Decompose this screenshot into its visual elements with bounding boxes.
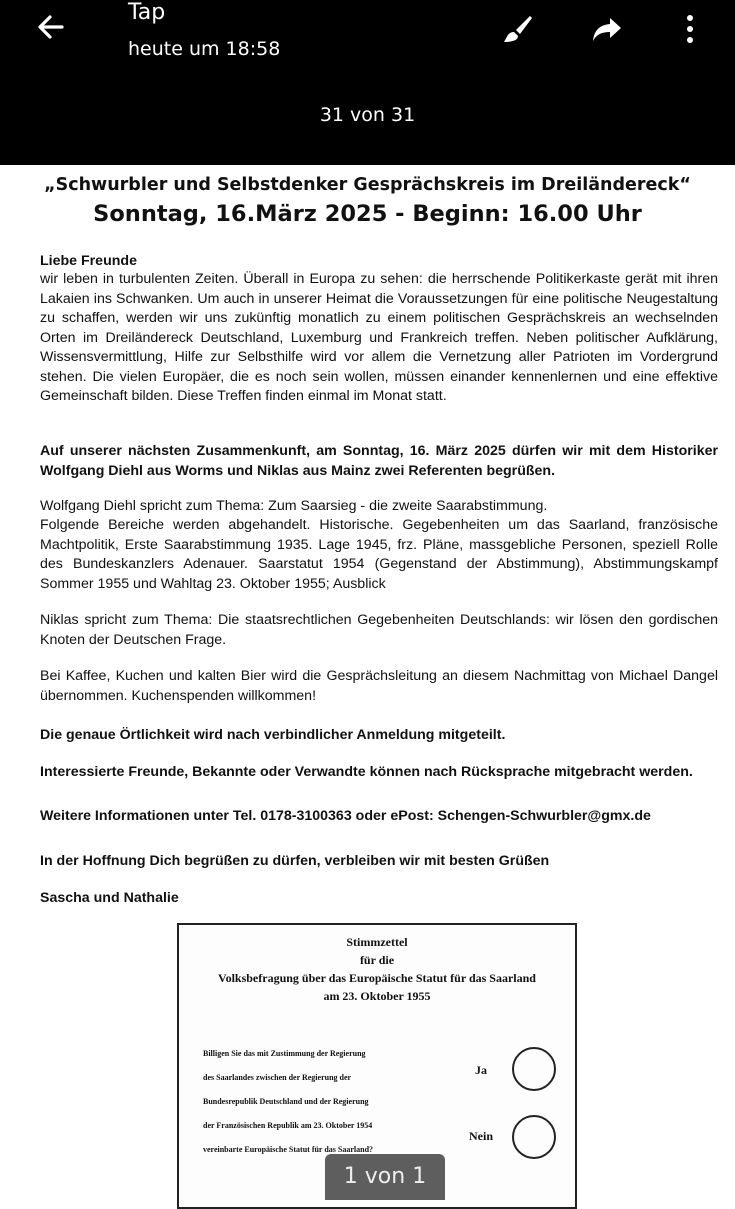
ballot-no-circle — [512, 1115, 556, 1159]
announcement: Auf unserer nächsten Zusammenkunft, am Sonntag, 16. März 2025 dürfen wir mit dem Historiker Wolfgang Diehl aus Worms und Niklas aus Mainz zwei Referenten begrüßen. — [40, 443, 718, 479]
ballot-question-line: der Französischen Republik am 23. Oktober 1954 — [203, 1121, 373, 1130]
ballot-yes-label: Ja — [475, 1063, 487, 1077]
brush-icon[interactable] — [500, 12, 534, 46]
ballot-yes-circle — [512, 1047, 556, 1091]
coffee-paragraph: Bei Kaffee, Kuchen und kalten Bier wird die Gesprächsleitung an diesem Nachmittag von Michael Dangel übernommen. Kuchenspenden willkommen! — [40, 668, 718, 704]
ballot-line1: Stimmzettel — [346, 935, 408, 949]
ballot-line2: für die — [359, 953, 395, 967]
closing: In der Hoffnung Dich begrüßen zu dürfen, verbleiben wir mit besten Grüßen — [40, 853, 550, 869]
back-arrow-icon[interactable] — [34, 10, 68, 44]
document-image — [0, 165, 735, 1200]
document-date: Sonntag, 16.März 2025 - Beginn: 16.00 Uhr — [93, 201, 642, 227]
timestamp: heute um 18:58 — [128, 38, 281, 60]
sender-name: Tap — [128, 0, 166, 25]
ballot-question-line: Bundesrepublik Deutschland und der Regierung — [203, 1097, 369, 1106]
contact-info: Weitere Informationen unter Tel. 0178-3100363 oder ePost: Schengen-Schwurbler@gmx.de — [40, 808, 651, 824]
image-counter: 31 von 31 — [319, 104, 416, 126]
location-note: Die genaue Örtlichkeit wird nach verbindlicher Anmeldung mitgeteilt. — [40, 727, 506, 743]
ballot-line3: Volksbefragung über das Europäische Statut für das Saarland — [218, 971, 536, 985]
talk1-body: Folgende Bereiche werden abgehandelt. Historische. Gegebenheiten um das Saarland, französische Machtpolitik, Erste Saarabstimmung 1935. Lage 1945, frz. Pläne, massgebliche Personen, speziell Rolle des Bundeskanzlers Adenauer. Saarstatut 1954 (Gegenstand der Abstimmung), Abstimmungskampf Sommer 1955 und Wahltag 23. Oktober 1955; Ausblick — [40, 517, 718, 592]
ballot-question-line: des Saarlandes zwischen der Regierung der — [203, 1073, 352, 1082]
guests-note: Interessierte Freunde, Bekannte oder Verwandte können nach Rücksprache mitgebracht werden. — [40, 764, 693, 780]
share-icon[interactable] — [590, 12, 624, 46]
greeting: Liebe Freunde — [40, 253, 137, 269]
document-heading: „Schwurbler und Selbstdenker Gesprächskreis im Dreiländereck“ — [44, 175, 691, 195]
ballot-no-label: Nein — [469, 1129, 493, 1143]
app-bar — [0, 0, 735, 165]
ballot-question-line: vereinbarte Europäische Statut für das Saarland? — [203, 1145, 374, 1154]
more-icon[interactable] — [676, 12, 704, 46]
page-indicator: 1 von 1 — [325, 1154, 445, 1200]
signature: Sascha und Nathalie — [40, 890, 179, 906]
talk1-title: Wolfgang Diehl spricht zum Thema: Zum Saarsieg - die zweite Saarabstimmung. — [40, 498, 548, 514]
ballot-line4: am 23. Oktober 1955 — [323, 989, 431, 1003]
talk2: Niklas spricht zum Thema: Die staatsrechtlichen Gegebenheiten Deutschlands: wir lösen den gordischen Knoten der Deutschen Frage. — [40, 612, 718, 648]
intro-paragraph: wir leben in turbulenten Zeiten. Überall in Europa zu sehen: die herrschende Politikerkaste gerät mit ihren Lakaien ins Schwanken. Um auch in unserer Heimat die Voraussetzungen für eine politische Neugestaltung zu schaffen, werden wir uns zukünftig monatlich zu einem politischen Gesprächskreis an wechselnden Orten im Dreiländereck Deutschland, Luxemburg und Frankreich treffen. Neben politischer Aufklärung, Wissensvermittlung, Hilfe zur Selbsthilfe wird vor allem die Vernetzung aller Patrioten im Vordergrund stehen. Die vielen Europäer, die es noch sein wollen, müssen einander kennenlernen und eine effektive Gemeinschaft bilden. Diese Treffen finden einmal im Monat statt. — [40, 271, 718, 404]
ballot-question-line: Billigen Sie das mit Zustimmung der Regierung — [203, 1049, 366, 1058]
